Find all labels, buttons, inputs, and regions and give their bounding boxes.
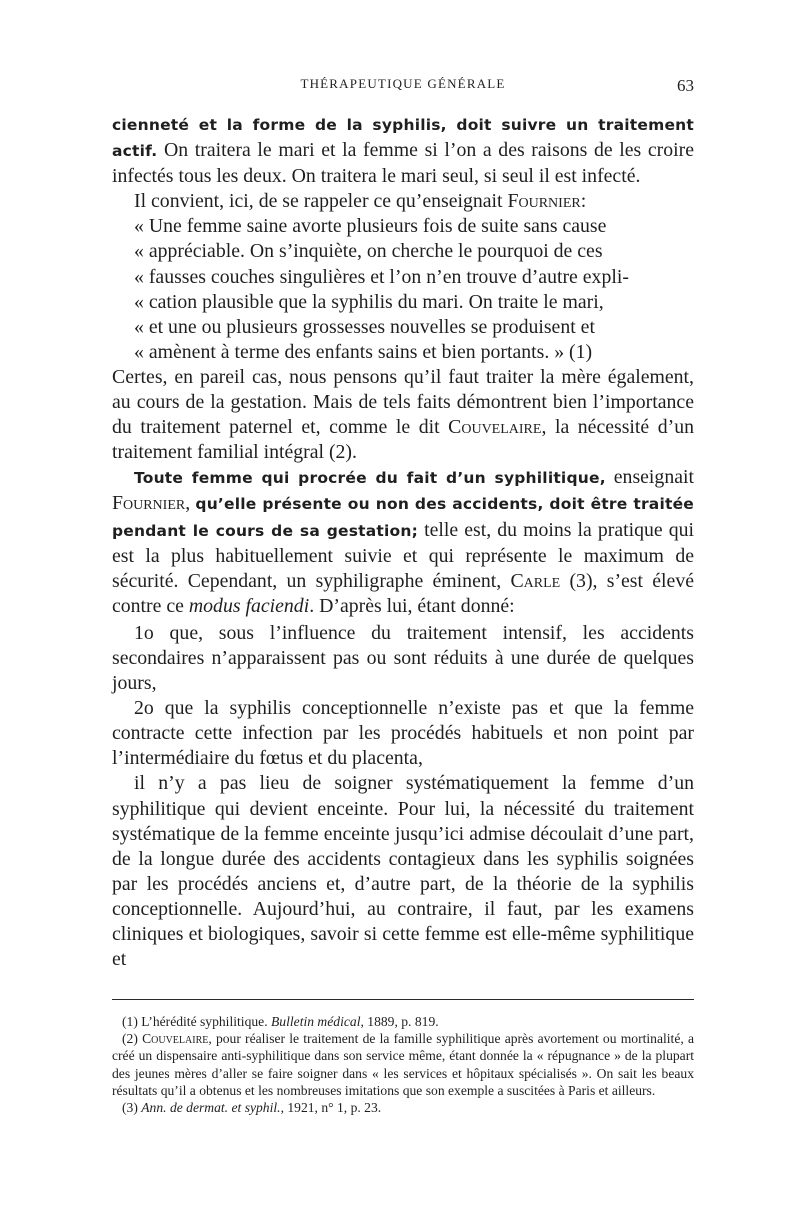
page-number: 63 [677,76,694,95]
quote-line: « Une femme saine avorte plusieurs fois de suite sans cause [134,215,607,238]
quote-line: « fausses couches singulières et l’on n’en trouve d’autre expli- [134,265,629,288]
paragraph-text: telle est, du moins la pratique qui est la plus habituellement suivie et qui représente le maximum de sécurité. Cependant, un syphiligraphe éminent, [112,518,695,592]
paragraph-7: il n’y a pas lieu de soigner systématiquement la femme d’un syphilitique qui devient enceinte. Pour lui, la nécessité du traitement systématique de la femme enceinte jusqu’ici admise découlait d’une part, de la longue durée des accidents contagieux dans les syphilis soignées par les procédés anciens et, d’autre part, de la théorie de la syphilis conceptionnelle. Aujourd’hui, au contraire, il faut, par les examens cliniques et biologiques, savoir si cette femme est elle-même syphilitique et [112,772,694,971]
bold-emphasis: Toute femme qui procrée du fait d’un syphilitique, [134,469,606,488]
journal-title: Ann. de dermat. et syphil. [141,1100,281,1116]
footnote-3 [112,1099,694,1116]
bold-emphasis: qu’elle présente ou non des accidents, doit être traitée pendant le cours de sa gestation; [112,495,694,540]
paragraph-text: , la nécessité d’un traitement familial intégral (2). [112,416,694,464]
author-name: Fournier [112,492,186,515]
paragraph-text: Il convient, ici, de se rappeler ce qu’enseignait [134,190,508,213]
footnote-1 [112,1013,694,1030]
paragraph-3 [112,365,694,465]
italic-phrase: modus faciendi [188,594,310,617]
paragraph-text: . D’après lui, étant donné: [309,594,515,617]
footnote-divider [112,999,694,1000]
page-header [112,76,694,100]
bold-emphasis: cienneté et la forme de la syphilis, doit suivre un traitement actif. [112,116,694,161]
author-name: Couvelaire [142,1031,209,1047]
paragraph-text: enseignait [605,466,694,489]
footnote-marker: (1) [122,1014,142,1029]
footnote-text: L’hérédité syphilitique. [141,1014,271,1029]
footnote-2 [112,1030,694,1099]
punctuation: : [580,190,587,213]
paragraph-2 [112,189,694,365]
body-text [112,112,694,972]
quote-line: « et une ou plusieurs grossesses nouvelles se produisent et [134,315,595,338]
paragraph-4 [112,465,694,619]
footnote-marker: (3) [122,1100,142,1116]
author-name: Fournier [507,190,581,213]
author-name: Carle [510,569,561,592]
paragraph-text: On traitera le mari et la femme si l’on a des raisons de les croire infectés tous les deux. On traitera le mari seul, si seul il est infecté. [112,139,694,188]
author-name: Couvelaire [448,416,542,439]
footnote-text: , 1921, n° 1, p. 23. [280,1100,382,1116]
footnote-marker: (2) [122,1031,143,1047]
quote-line: « appréciable. On s’inquiète, on cherche le pourquoi de ces [134,240,603,263]
quote-line: « amènent à terme des enfants sains et bien portants. » (1) [134,340,593,363]
paragraph-6: 2o que la syphilis conceptionnelle n’existe pas et que la femme contracte cette infection par les procédés habituels et non point par l’intermédiaire du fœtus et du placenta, [112,697,694,770]
footnotes [112,1013,694,1116]
paragraph-text: Certes, en pareil cas, nous pensons qu’il faut traiter la mère également, au cours de la gestation. Mais de tels faits démontrent bien l’importance du traitement paternel et, comme le dit [112,365,694,439]
paragraph-5: 1o que, sous l’influence du traitement intensif, les accidents secondaires n’apparaissent pas ou sont réduits à une durée de quelques jours, [112,621,694,695]
punctuation: , [185,492,196,515]
paragraph-text: (3), s’est élevé contre ce [112,569,694,617]
footnote-text: , 1889, p. 819. [360,1014,439,1029]
footnote-text: , pour réaliser le traitement de la famille syphilitique après avortement ou mortinalité, a créé un dispensaire anti-syphilitique dans son service même, étant donnée la « répugnance » de la plupart des jeunes mères d’aller se faire soigner dans « les services et hôpitaux spécialisés ». On sait les beaux résultats qu’il a obtenus et les nombreuses imitations que son exemple a suscitées à Paris et ailleurs. [112,1031,694,1098]
running-title: THÉRAPEUTIQUE GÉNÉRALE [300,76,506,91]
journal-title: Bulletin médical [271,1014,361,1029]
quote-line: « cation plausible que la syphilis du mari. On traite le mari, [134,290,604,313]
paragraph-1 [112,112,694,189]
